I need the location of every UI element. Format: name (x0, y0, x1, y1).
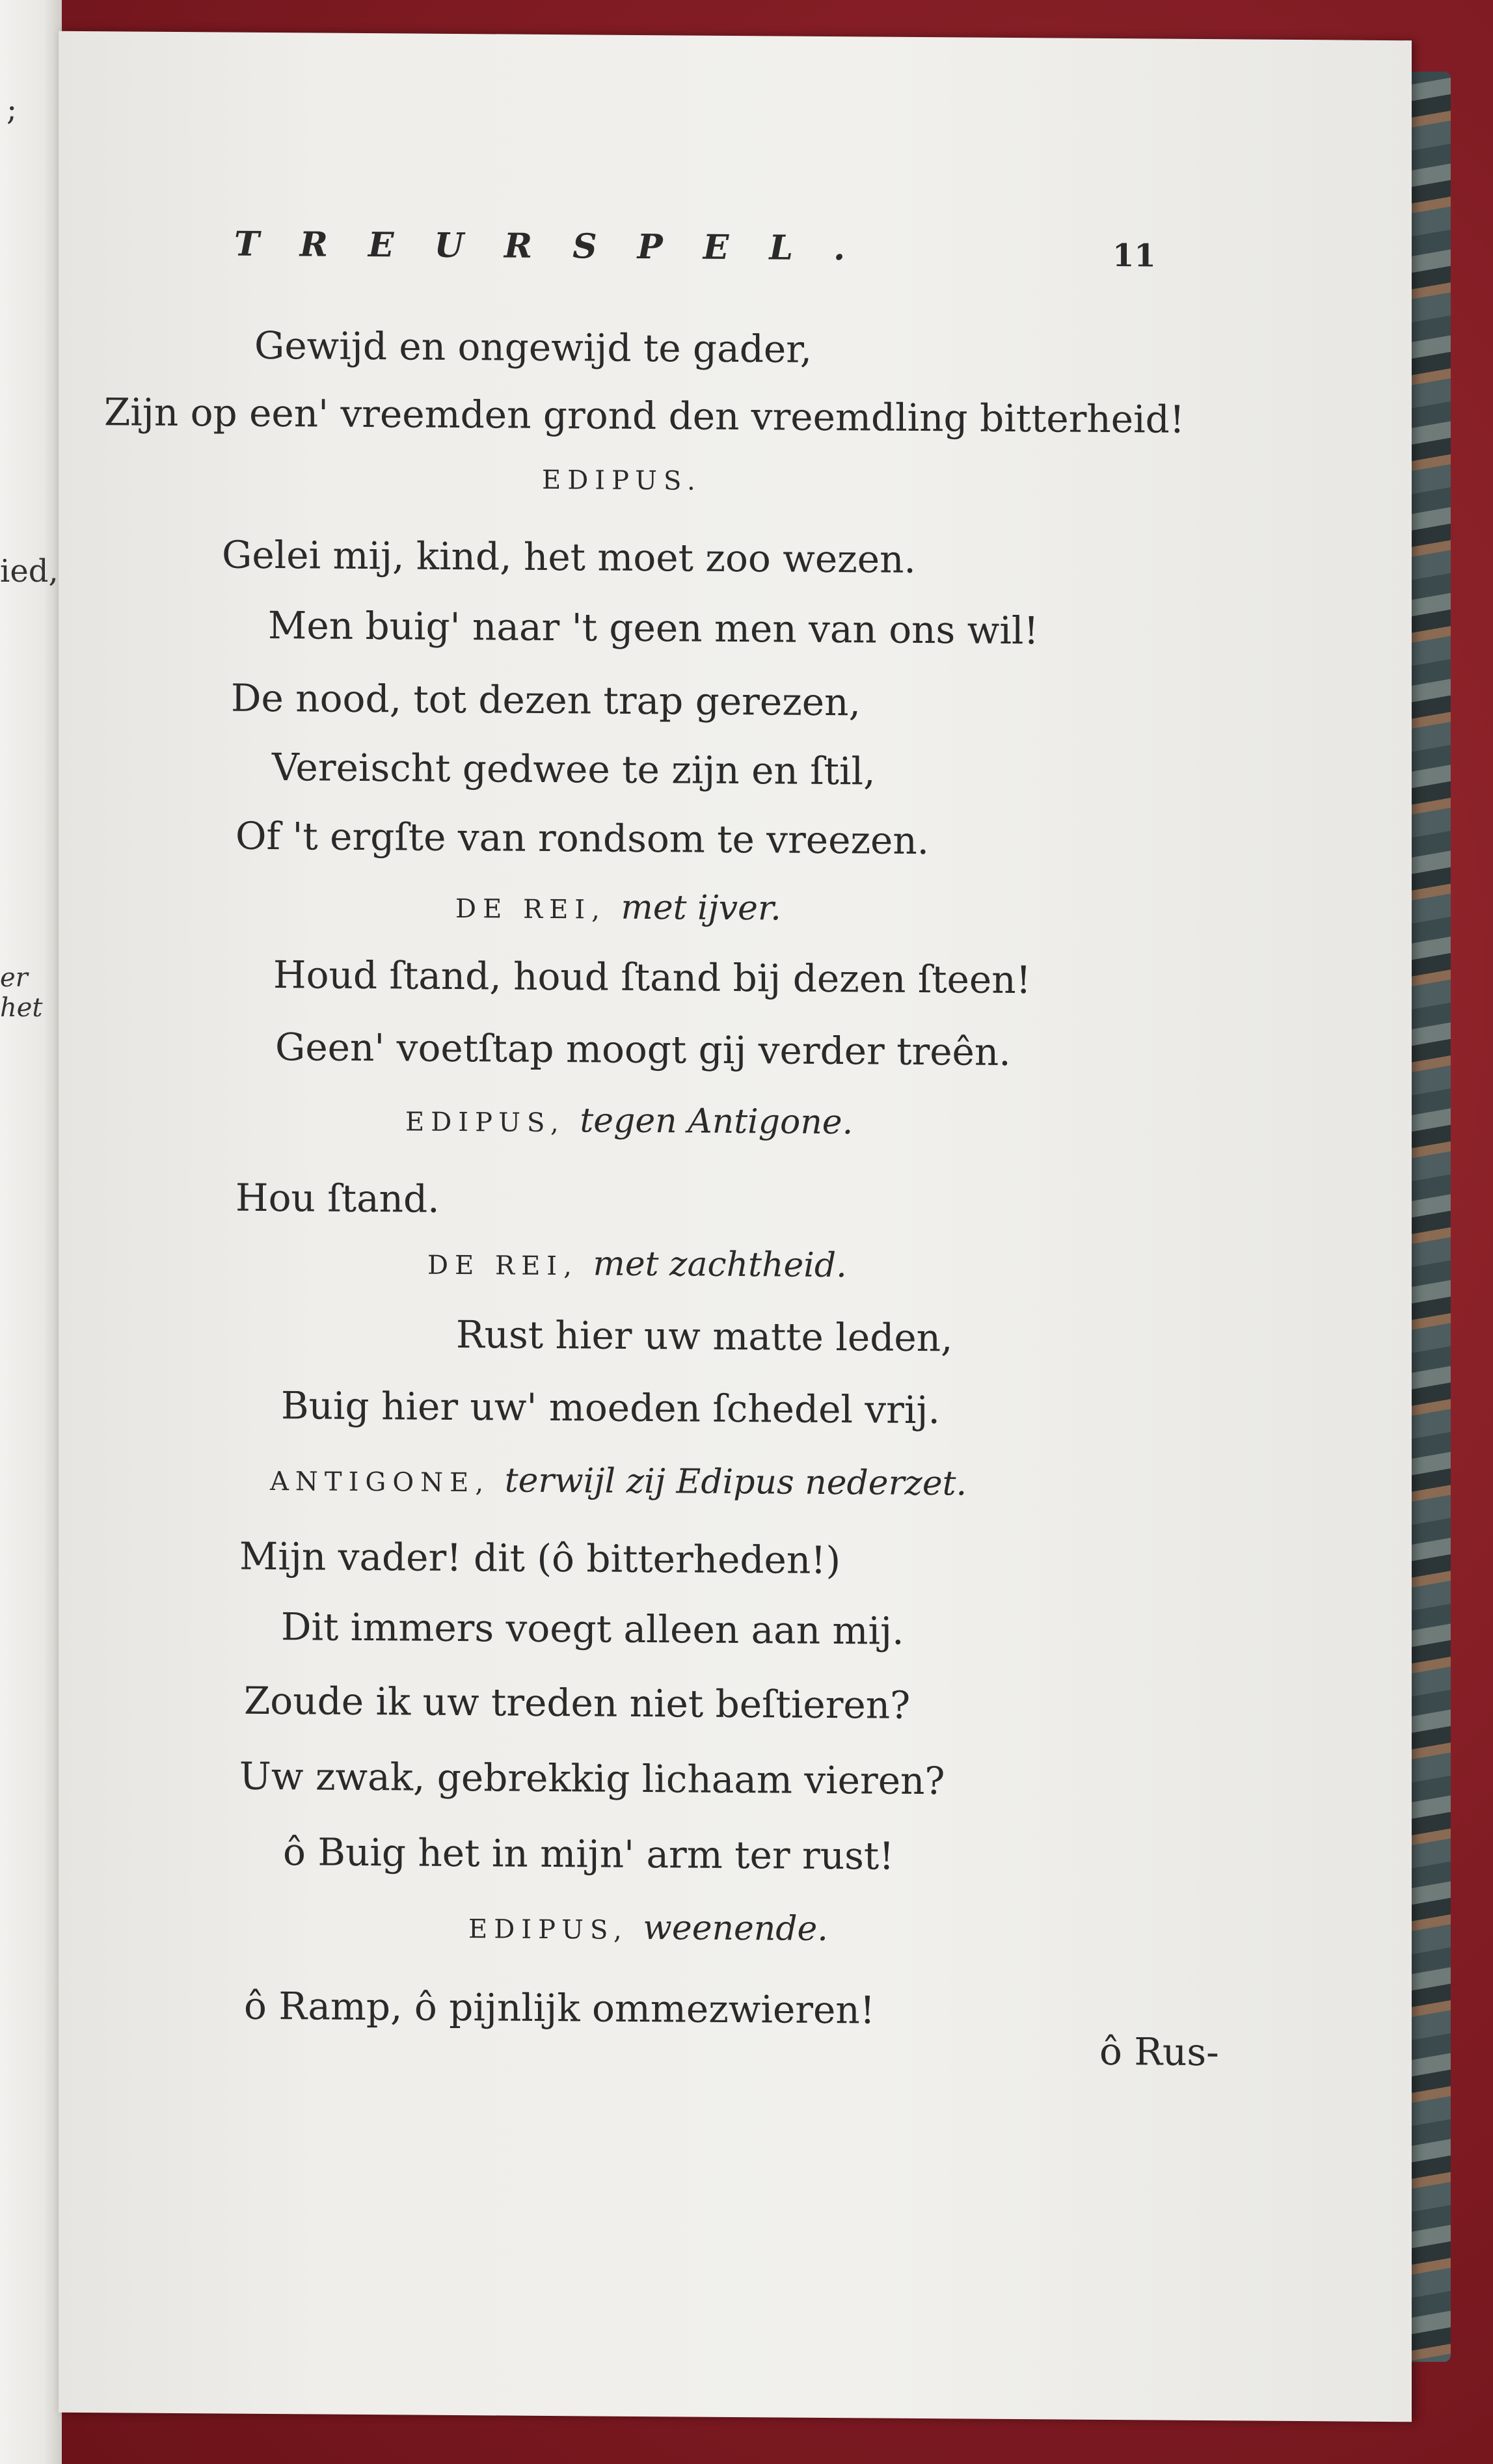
verse-line: Gelei mij, kind, het moet zoo wezen. (222, 532, 916, 582)
speaker-heading (270, 1461, 967, 1504)
speaker-name: EDIPUS, (468, 1914, 628, 1945)
stage-direction: tegen Antigone. (580, 1101, 854, 1143)
facing-page-edge (0, 0, 62, 2464)
running-head: TREURSPEL. (234, 224, 886, 269)
speaker-name: DE REI, (455, 893, 606, 925)
verse-line: Of 't ergſte van rondsom te vreezen. (235, 813, 930, 863)
speaker-name: EDIPUS, (405, 1107, 565, 1139)
stage-direction: weenende. (643, 1908, 828, 1949)
margin-fragment: ; (7, 91, 18, 128)
verse-line: Rust hier uw matte leden, (456, 1312, 953, 1361)
verse-line: Uw zwak, gebrekkig lichaam vieren? (239, 1753, 945, 1804)
speaker-heading (427, 1244, 847, 1286)
catchword: ô Rus- (1099, 2029, 1219, 2075)
verse-line: Buig hier uw' moeden ſchedel vrij. (281, 1383, 940, 1433)
margin-fragment: ied, (0, 553, 59, 589)
verse-line: Houd ſtand, houd ſtand bij dezen ſteen! (273, 953, 1031, 1003)
speaker-heading (405, 1101, 854, 1143)
speaker-heading (455, 887, 781, 928)
verse-line: Dit immers voegt alleen aan mij. (281, 1604, 904, 1653)
speaker-heading (468, 1908, 828, 1949)
verse-line: Vereischt gedwee te zijn en ſtil, (272, 745, 876, 794)
verse-line: Geen' voetſtap moogt gij verder treên. (275, 1025, 1011, 1074)
speaker-name: ANTIGONE, (270, 1467, 491, 1498)
book-page (59, 31, 1412, 2422)
verse-line: Hou ſtand. (235, 1175, 440, 1221)
speaker-heading (542, 467, 702, 494)
verse-line: Zijn op een' vreemden grond den vreemdling bitterheid! (104, 390, 1185, 442)
verse-line: Men buig' naar 't geen men van ons wil! (268, 602, 1039, 653)
speaker-name: DE REI, (427, 1250, 578, 1282)
verse-line: De nood, tot dezen trap gerezen, (231, 675, 861, 725)
verse-line: Gewijd en ongewijd te gader, (254, 323, 813, 372)
stage-direction: met ijver. (621, 887, 781, 928)
speaker-name: EDIPUS. (542, 465, 702, 496)
stage-direction: met zachtheid. (593, 1244, 847, 1286)
verse-line: ô Ramp, ô pijnlijk ommezwieren! (244, 1983, 875, 2033)
page-number: 11 (1112, 237, 1156, 275)
stage-direction: terwijl zij Edipus nederzet. (504, 1461, 967, 1504)
verse-line: Mijn vader! dit (ô bitterheden!) (239, 1534, 841, 1583)
margin-fragment: er het (0, 963, 43, 1023)
verse-line: ô Buig het in mijn' arm ter rust! (283, 1830, 894, 1878)
verse-line: Zoude ik uw treden niet beſtieren? (244, 1678, 911, 1727)
